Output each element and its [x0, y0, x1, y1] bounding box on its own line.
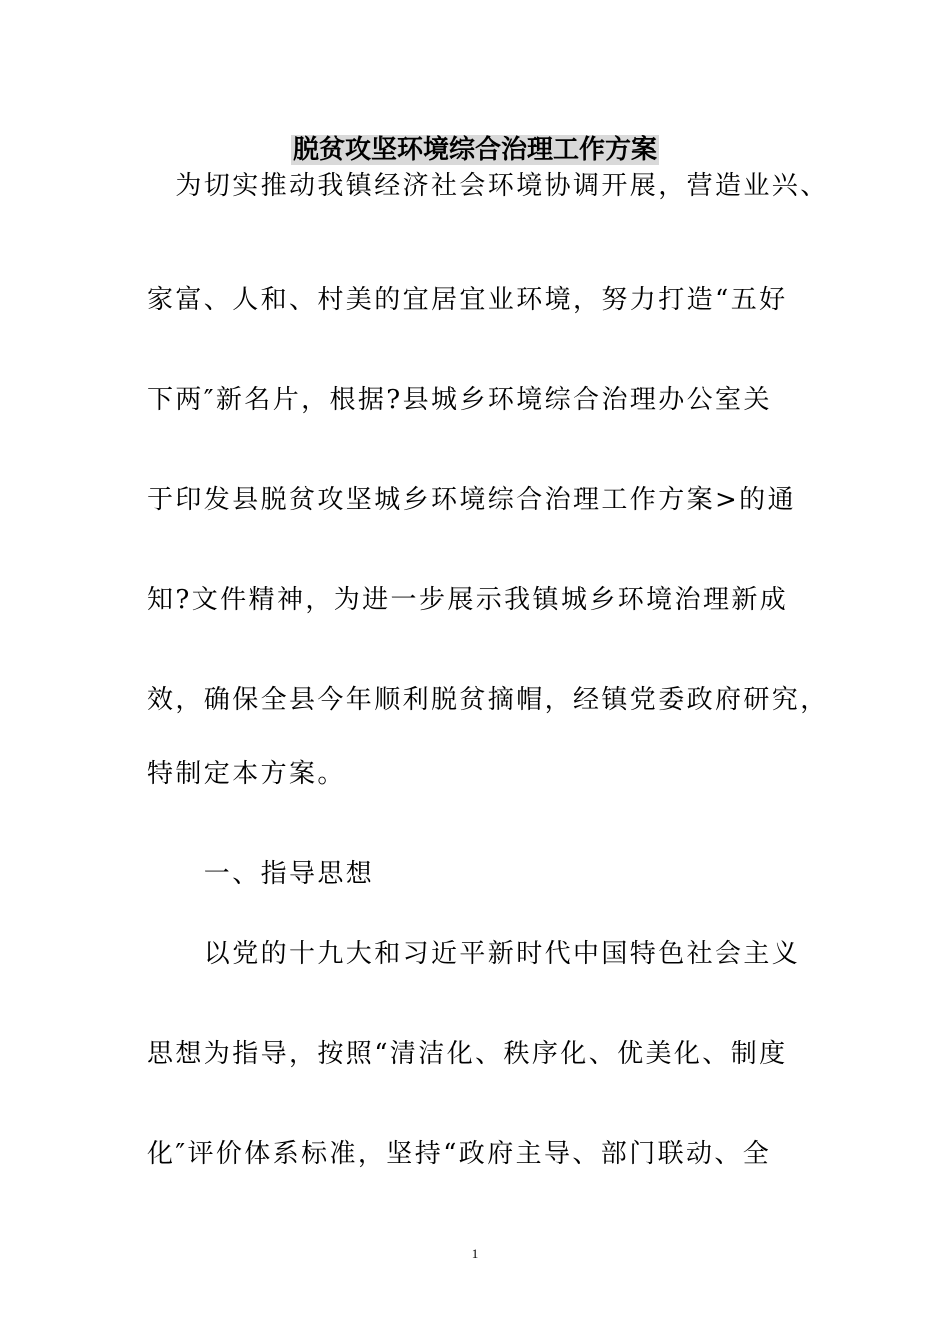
- section-heading: 一、指导思想: [147, 859, 375, 889]
- paragraph-line: 知?文件精神，为进一步展示我镇城乡环境治理新成: [147, 585, 789, 615]
- paragraph-line: 家富、人和、村美的宜居宜业环境，努力打造“五好: [147, 285, 788, 315]
- paragraph-line: 于印发县脱贫攻坚城乡环境综合治理工作方案>的通: [147, 485, 796, 515]
- paragraph-line: 化″评价体系标准，坚持“政府主导、部门联动、全: [147, 1139, 772, 1169]
- paragraph-line: 效，确保全县今年顺利脱贫摘帽，经镇党委政府研究，: [147, 685, 829, 715]
- paragraph-line: 以党的十九大和习近平新时代中国特色社会主义: [147, 939, 801, 969]
- paragraph-line: 思想为指导，按照“清洁化、秩序化、优美化、制度: [147, 1039, 788, 1069]
- paragraph-line: 下两″新名片，根据?县城乡环境综合治理办公室关: [147, 385, 772, 415]
- paragraph-line: 特制定本方案。: [147, 759, 346, 789]
- paragraph-line: 为切实推动我镇经济社会环境协调开展，营造业兴、: [147, 171, 829, 201]
- page-number: 1: [471, 1246, 479, 1261]
- document-title: 脱贫攻坚环境综合治理工作方案: [292, 135, 657, 165]
